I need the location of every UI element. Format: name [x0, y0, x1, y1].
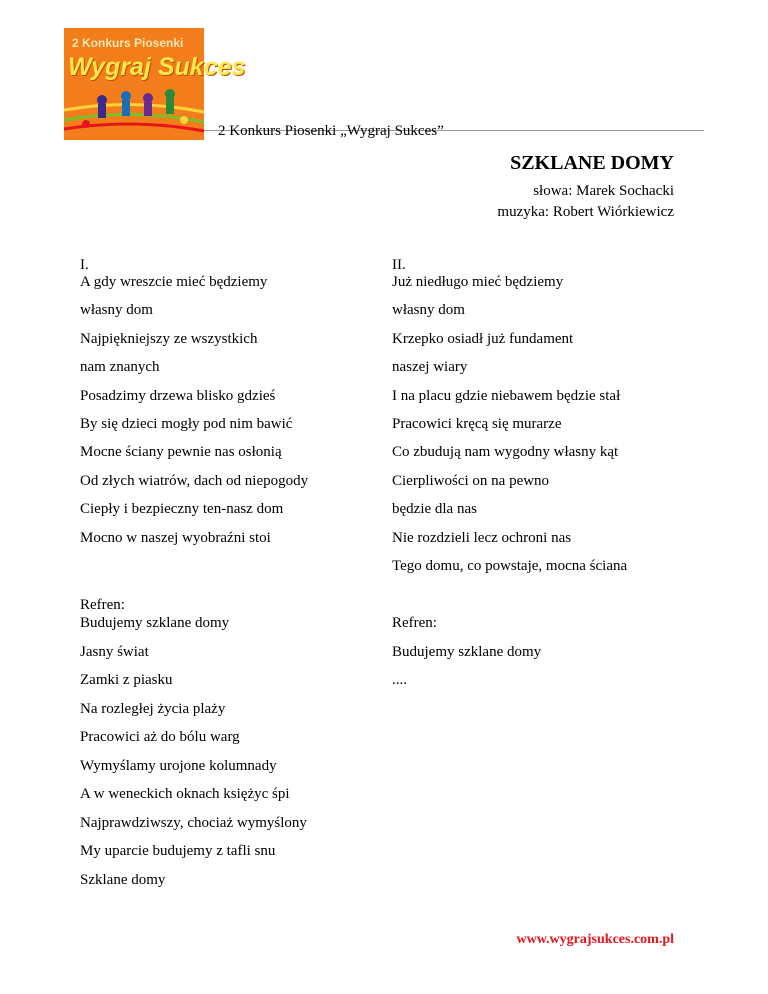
- lyric-line: Ciepły i bezpieczny ten-nasz dom: [80, 501, 284, 517]
- music-credit: muzyka: Robert Wiórkiewicz: [497, 204, 674, 220]
- lyric-line: Pracowici aż do bólu warg: [80, 729, 240, 745]
- lyric-line: Wymyślamy urojone kolumnady: [80, 758, 277, 774]
- lyric-line: Jasny świat: [80, 644, 149, 660]
- lyric-line: My uparcie budujemy z tafli snu: [80, 843, 276, 859]
- lyric-line: Refren:: [392, 615, 437, 631]
- lyric-line: By się dzieci mogły pod nim bawić: [80, 416, 293, 432]
- lyric-line: Cierpliwości on na pewno: [392, 473, 550, 489]
- footer-url[interactable]: www.wygrajsukces.com.pl: [516, 932, 674, 947]
- lyric-line: II.: [392, 257, 406, 273]
- logo-line-2: Wygraj Sukces: [68, 53, 246, 81]
- lyric-line: Krzepko osiadł już fundament: [392, 331, 574, 347]
- lyric-line: Refren:: [80, 597, 125, 613]
- lyric-line: Pracowici kręcą się murarze: [392, 416, 562, 432]
- lyric-line: naszej wiary: [392, 359, 468, 375]
- lyric-line: Najpiękniejszy ze wszystkich: [80, 331, 258, 347]
- lyric-line: Mocne ściany pewnie nas osłonią: [80, 444, 282, 460]
- lyric-line: Co zbudują nam wygodny własny kąt: [392, 444, 619, 460]
- lyric-line: ....: [392, 672, 407, 688]
- lyric-line: Nie rozdzieli lecz ochroni nas: [392, 530, 572, 546]
- song-title: SZKLANE DOMY: [510, 152, 674, 174]
- lyric-line: Najprawdziwszy, chociaż wymyślony: [80, 815, 307, 831]
- lyric-line: własny dom: [80, 302, 153, 318]
- lyric-line: nam znanych: [80, 359, 160, 375]
- logo-line-1: 2 Konkurs Piosenki: [72, 36, 184, 50]
- contest-logo: [64, 28, 246, 140]
- lyric-line: Posadzimy drzewa blisko gdzieś: [80, 388, 276, 404]
- lyrics-credit: słowa: Marek Sochacki: [533, 183, 674, 199]
- lyric-line: Od złych wiatrów, dach od niepogody: [80, 473, 309, 489]
- lyric-line: Budujemy szklane domy: [392, 644, 542, 660]
- lyric-line: Szklane domy: [80, 872, 166, 888]
- lyric-line: Budujemy szklane domy: [80, 615, 230, 631]
- lyric-line: Na rozległej życia plaży: [80, 701, 226, 717]
- lyric-line: Tego domu, co powstaje, mocna ściana: [392, 558, 628, 574]
- lyric-line: A w weneckich oknach księżyc śpi: [80, 786, 290, 802]
- lyric-line: I.: [80, 257, 89, 273]
- lyric-line: własny dom: [392, 302, 465, 318]
- lyric-line: Już niedługo mieć będziemy: [392, 274, 564, 290]
- lyric-line: A gdy wreszcie mieć będziemy: [80, 274, 268, 290]
- lyric-line: będzie dla nas: [392, 501, 477, 517]
- lyric-line: Mocno w naszej wyobraźni stoi: [80, 530, 271, 546]
- lyric-line: Zamki z piasku: [80, 672, 173, 688]
- contest-header: 2 Konkurs Piosenki „Wygraj Sukces”: [218, 123, 444, 139]
- lyric-line: I na placu gdzie niebawem będzie stał: [392, 388, 621, 404]
